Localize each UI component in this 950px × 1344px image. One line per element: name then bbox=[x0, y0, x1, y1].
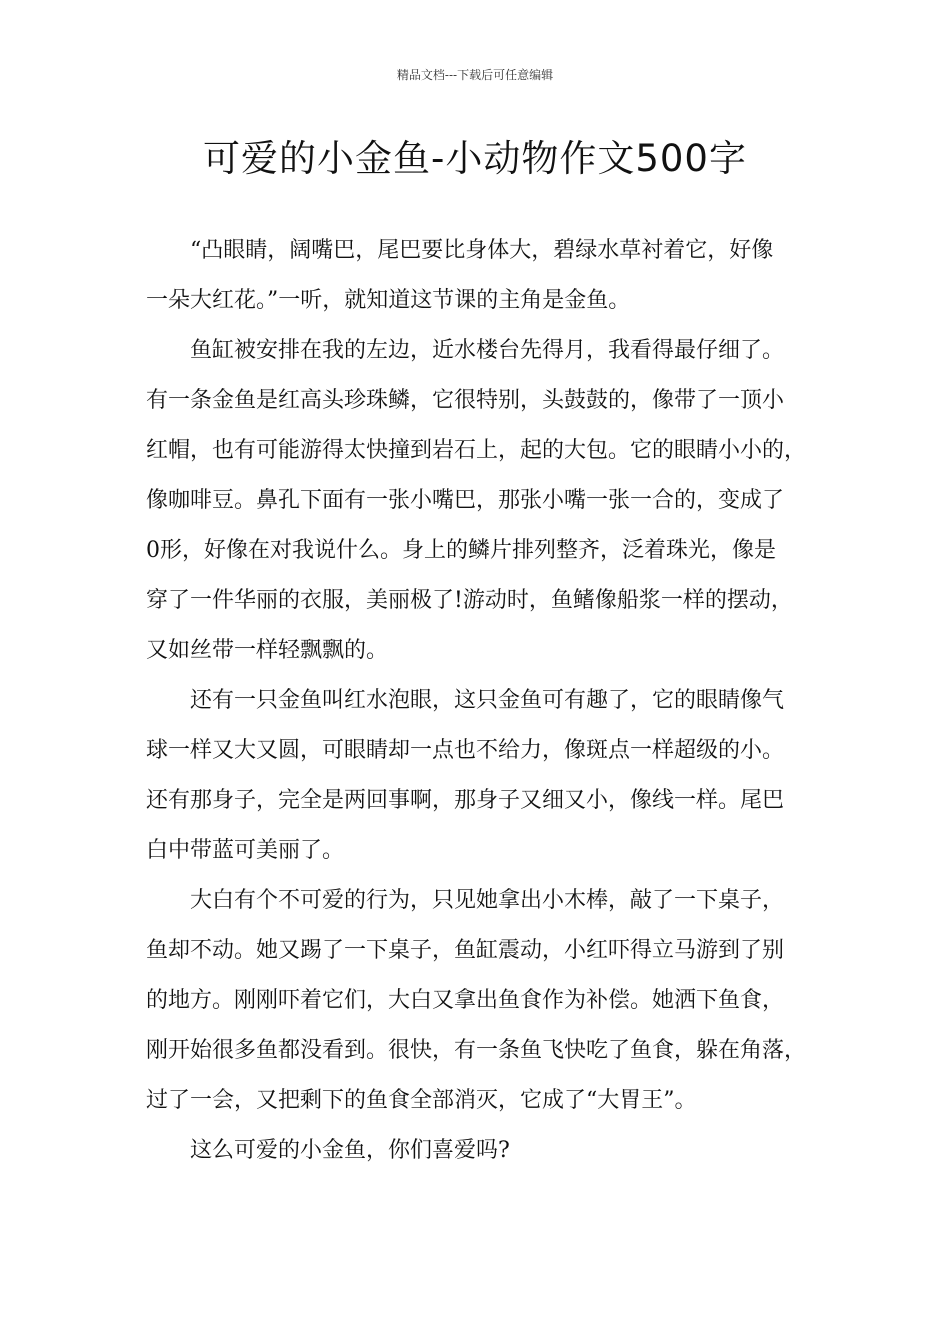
text-line: 还有一只金鱼叫红水泡眼，这只金鱼可有趣了，它的眼睛像气 bbox=[190, 688, 785, 713]
text-line: 这么可爱的小金鱼，你们喜爱吗? bbox=[190, 1138, 510, 1163]
text-line: 一朵大红花。”一听，就知道这节课的主角是金鱼。 bbox=[146, 288, 631, 313]
text-line: 过了一会，又把剩下的鱼食全部消灭，它成了“大胃王”。 bbox=[146, 1088, 697, 1113]
text-line: 穿了一件华丽的衣服，美丽极了!游动时，鱼鳍像船浆一样的摆动， bbox=[146, 588, 793, 613]
text-line: 还有那身子，完全是两回事啊，那身子又细又小，像线一样。尾巴 bbox=[146, 788, 785, 813]
text-line: 又如丝带一样轻飘飘的。 bbox=[146, 638, 389, 663]
text-line: 大白有个不可爱的行为，只见她拿出小木棒，敲了一下桌子， bbox=[190, 888, 785, 913]
text-line: 像咖啡豆。鼻孔下面有一张小嘴巴，那张小嘴一张一合的，变成了 bbox=[146, 488, 785, 513]
text-line: 0形，好像在对我说什么。身上的鳞片排列整齐，泛着珠光，像是 bbox=[146, 538, 776, 563]
text-line: 有一条金鱼是红高头珍珠鳞，它很特别，头鼓鼓的，像带了一顶小 bbox=[146, 388, 785, 413]
text-line: 鱼却不动。她又踢了一下桌子，鱼缸震动，小红吓得立马游到了别 bbox=[146, 938, 785, 963]
text-line: “凸眼睛，阔嘴巴，尾巴要比身体大，碧绿水草衬着它，好像 bbox=[190, 238, 774, 263]
essay-body bbox=[146, 226, 826, 1176]
text-line: 白中带蓝可美丽了。 bbox=[146, 838, 345, 863]
text-line: 鱼缸被安排在我的左边，近水楼台先得月，我看得最仔细了。 bbox=[190, 338, 785, 363]
text-line: 红帽，也有可能游得太快撞到岩石上，起的大包。它的眼睛小小的， bbox=[146, 438, 807, 463]
text-line: 刚开始很多鱼都没看到。很快，有一条鱼飞快吃了鱼食，躲在角落， bbox=[146, 1038, 807, 1063]
header-note: 精品文档---下载后可任意编辑 bbox=[396, 68, 554, 82]
text-line: 球一样又大又圆，可眼睛却一点也不给力，像斑点一样超级的小。 bbox=[146, 738, 785, 763]
page-title: 可爱的小金鱼-小动物作文500字 bbox=[203, 137, 747, 180]
text-line: 的地方。刚刚吓着它们，大白又拿出鱼食作为补偿。她洒下鱼食， bbox=[146, 988, 785, 1013]
